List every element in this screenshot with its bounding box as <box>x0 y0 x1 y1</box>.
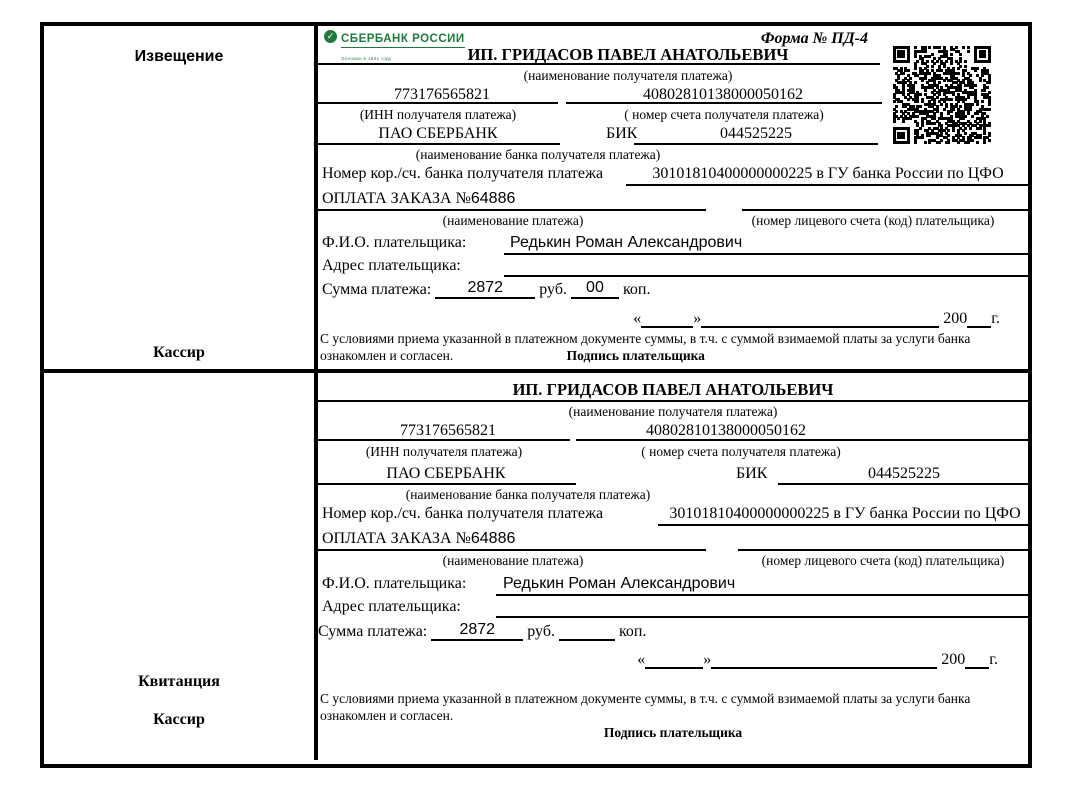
sum-rub-value: 2872 <box>431 621 523 641</box>
personal-account-hint: (номер лицевого счета (код) плательщика) <box>751 213 995 228</box>
kop-label: коп. <box>618 623 647 640</box>
field-underline <box>504 275 1028 277</box>
payer-fio-value: Редькин Роман Александрович <box>510 234 743 251</box>
sberbank-logo-text: СБЕРБАНК РОССИИ <box>341 33 465 45</box>
signature-label: Подпись плательщика <box>603 725 743 740</box>
agreement-line1: С условиями приема указанной в платежном документе суммы, в т.ч. с суммой взимаемой платы за услуги банка <box>320 691 971 706</box>
field-underline <box>738 549 1028 551</box>
sum-label: Сумма платежа: <box>322 281 432 298</box>
payment-name-value <box>322 530 515 548</box>
account-hint: ( номер счета получателя платежа) <box>641 444 841 459</box>
bik-label: БИК <box>736 465 768 482</box>
rub-label: руб. <box>527 623 555 640</box>
date-line <box>637 651 998 669</box>
account-value: 40802810138000050162 <box>643 86 803 103</box>
payment-name-hint: (наименование платежа) <box>442 553 584 568</box>
payer-address-label: Адрес плательщика: <box>322 257 461 274</box>
field-underline <box>496 594 1028 596</box>
corr-account-value: 30101810400000000225 в ГУ банка России по ЦФО <box>652 165 1004 182</box>
bank-name-value: ПАО СБЕРБАНК <box>378 125 498 142</box>
year-prefix: 200 <box>943 310 968 327</box>
bik-label: БИК <box>606 125 638 142</box>
recipient-name: ИП. ГРИДАСОВ ПАВЕЛ АНАТОЛЬЕВИЧ <box>467 45 789 64</box>
order-number: 64886 <box>470 530 516 547</box>
receipt-left-column <box>44 373 318 760</box>
bank-name-value: ПАО СБЕРБАНК <box>386 465 506 482</box>
payer-fio-label: Ф.И.О. плательщика: <box>322 575 467 592</box>
cashier-label: Кассир <box>153 344 205 361</box>
inn-value: 773176565821 <box>394 86 490 103</box>
order-number: 64886 <box>470 190 516 207</box>
field-underline <box>318 143 560 145</box>
date-year-blank <box>965 652 989 669</box>
corr-account-label: Номер кор./сч. банка получателя платежа <box>322 165 604 182</box>
sum-label: Сумма платежа: <box>318 623 428 640</box>
sberbank-logo-icon: ✓ <box>324 30 337 43</box>
field-underline <box>318 63 880 65</box>
quote-close: » <box>693 310 702 327</box>
section-title: Извещение <box>134 48 224 65</box>
recipient-name-hint: (наименование получателя платежа) <box>523 68 733 83</box>
inn-hint: (ИНН получателя платежа) <box>359 107 517 122</box>
rub-label: руб. <box>539 281 567 298</box>
agreement-line2 <box>320 348 705 363</box>
corr-account-value: 30101810400000000225 в ГУ банка России по ЦФО <box>669 505 1021 522</box>
bik-value: 044525225 <box>868 465 940 482</box>
date-line <box>633 310 1000 328</box>
field-underline <box>318 400 1028 402</box>
payment-name-prefix: ОПЛАТА ЗАКАЗА № <box>322 530 471 547</box>
corr-account-label: Номер кор./сч. банка получателя платежа <box>322 505 604 522</box>
notice-section <box>44 26 1028 373</box>
recipient-name: ИП. ГРИДАСОВ ПАВЕЛ АНАТОЛЬЕВИЧ <box>512 380 834 399</box>
quote-open: « <box>633 310 642 327</box>
sum-rub-value: 2872 <box>435 279 535 299</box>
year-suffix: г. <box>991 310 1000 327</box>
section-title: Квитанция <box>138 673 220 690</box>
bank-name-hint: (наименование банка получателя платежа) <box>405 487 651 502</box>
quote-close: » <box>703 651 712 668</box>
bik-value: 044525225 <box>720 125 792 142</box>
receipt-section <box>44 373 1028 760</box>
field-underline <box>318 209 706 211</box>
field-underline <box>626 184 1028 186</box>
year-suffix: г. <box>989 651 998 668</box>
inn-value: 773176565821 <box>400 422 496 439</box>
field-underline <box>742 209 1028 211</box>
year-prefix: 200 <box>941 651 966 668</box>
field-underline <box>576 439 1028 441</box>
signature-label: Подпись плательщика <box>566 348 705 363</box>
payment-name-prefix: ОПЛАТА ЗАКАЗА № <box>322 190 471 207</box>
account-value: 40802810138000050162 <box>646 422 806 439</box>
field-underline <box>318 439 570 441</box>
kop-label: коп. <box>622 281 651 298</box>
notice-content <box>318 26 1028 369</box>
field-underline <box>658 524 1028 526</box>
sberbank-logo-subtext: Основан в 1841 году <box>341 55 392 61</box>
date-month-blank <box>701 311 939 328</box>
quote-open: « <box>637 651 646 668</box>
receipt-content <box>318 373 1028 760</box>
sum-kop-value: 00 <box>571 279 619 299</box>
agreement-line2: ознакомлен и согласен. <box>320 708 454 723</box>
inn-hint: (ИНН получателя платежа) <box>365 444 523 459</box>
field-underline <box>634 143 878 145</box>
notice-left-column <box>44 26 318 369</box>
payment-name-value <box>322 190 515 208</box>
field-underline <box>318 483 576 485</box>
date-year-blank <box>967 311 991 328</box>
field-underline <box>496 616 1028 618</box>
field-underline <box>504 253 1028 255</box>
agreement-line1: С условиями приема указанной в платежном документе суммы, в т.ч. с суммой взимаемой платы за услуги банка <box>320 331 971 346</box>
field-underline <box>566 102 882 104</box>
field-underline <box>318 549 706 551</box>
date-day-blank <box>645 652 703 669</box>
payer-fio-value: Редькин Роман Александрович <box>503 575 736 592</box>
sum-row <box>318 621 646 641</box>
recipient-name-hint: (наименование получателя платежа) <box>568 404 778 419</box>
payer-fio-label: Ф.И.О. плательщика: <box>322 234 467 251</box>
payment-form-pd4 <box>40 22 1032 768</box>
agreement-line2-text: ознакомлен и согласен. <box>320 348 454 363</box>
field-underline <box>778 483 1028 485</box>
payer-address-label: Адрес плательщика: <box>322 598 461 615</box>
account-hint: ( номер счета получателя платежа) <box>624 107 824 122</box>
field-underline <box>318 102 558 104</box>
bank-name-hint: (наименование банка получателя платежа) <box>415 147 661 162</box>
cashier-label: Кассир <box>153 711 205 728</box>
form-number: Форма № ПД-4 <box>760 30 868 47</box>
date-day-blank <box>641 311 693 328</box>
sum-row <box>322 279 650 299</box>
personal-account-hint: (номер лицевого счета (код) плательщика) <box>761 553 1005 568</box>
date-month-blank <box>711 652 937 669</box>
payment-name-hint: (наименование платежа) <box>442 213 584 228</box>
sum-kop-value <box>559 639 615 641</box>
